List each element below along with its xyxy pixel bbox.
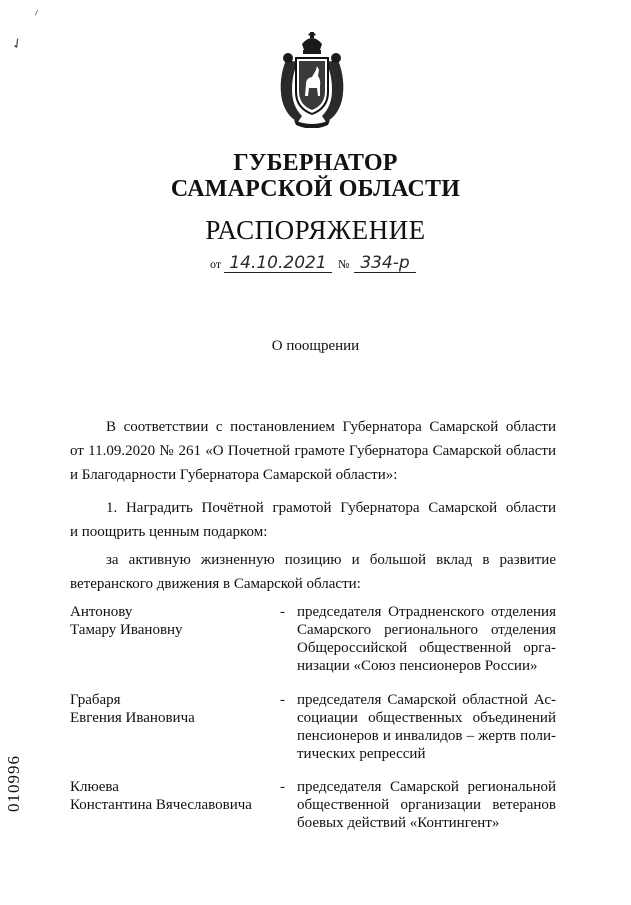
- page-serial-number: 010996: [4, 755, 23, 812]
- paragraph-line: за активную жизненную позицию и большой вклад в развитие: [106, 552, 556, 568]
- awardee-dash: -: [280, 604, 285, 620]
- date-label: от: [210, 257, 222, 271]
- issuer-title-line2: САМАРСКОЙ ОБЛАСТИ: [170, 176, 461, 202]
- paragraph-reason: [70, 548, 556, 596]
- paragraph-award: [70, 496, 556, 544]
- awardee-name: Клюева Константина Вячеславовича: [70, 779, 252, 813]
- paragraph-line: и Благодарности Губернатора Самарской области»:: [70, 467, 398, 483]
- document-subject: О поощрении: [271, 338, 360, 354]
- paragraph-line: от 11.09.2020 № 261 «О Почетной грамоте Губернатора Самарской области: [70, 443, 556, 459]
- paragraph-basis: [70, 415, 556, 487]
- awardee-position: председателя Самарской областной Ас- социации общественных объединений пенсионеров и инвалидов – жертв поли- тических репрессий: [297, 692, 556, 762]
- date-number-line: [210, 254, 430, 276]
- paragraph-line: ветеранского движения в Самарской области:: [70, 576, 361, 592]
- awardee-name: Грабаря Евгения Ивановича: [70, 692, 195, 726]
- paragraph-line: В соответствии с постановлением Губернатора Самарской области: [106, 419, 556, 435]
- pen-check-icon: ✓: [9, 35, 27, 54]
- awardee-dash: -: [280, 692, 285, 708]
- number-value: 334-р: [354, 254, 416, 273]
- document-type: РАСПОРЯЖЕНИЕ: [205, 215, 426, 245]
- paragraph-line: и поощрить ценным подарком:: [70, 524, 268, 540]
- awardee-position: председателя Отрадненского отделения Самарского регионального отделения Общероссийской общественной орга- низации «Союз пенсионеров России»: [297, 604, 556, 674]
- awardee-name: Антонову Тамару Ивановну: [70, 604, 183, 638]
- pen-mark-icon: ⸍: [31, 7, 43, 23]
- number-label: №: [338, 257, 350, 271]
- awardee-dash: -: [280, 779, 285, 795]
- awardee-position: председателя Самарской региональной общественной организации ветеранов боевых действий «Контингент»: [297, 779, 556, 831]
- samara-coat-of-arms-icon: [272, 30, 352, 128]
- issuer-title-line1: ГУБЕРНАТОР: [233, 150, 398, 176]
- date-value: 14.10.2021: [224, 254, 332, 273]
- paragraph-line: 1. Наградить Почётной грамотой Губернатора Самарской области: [106, 500, 556, 516]
